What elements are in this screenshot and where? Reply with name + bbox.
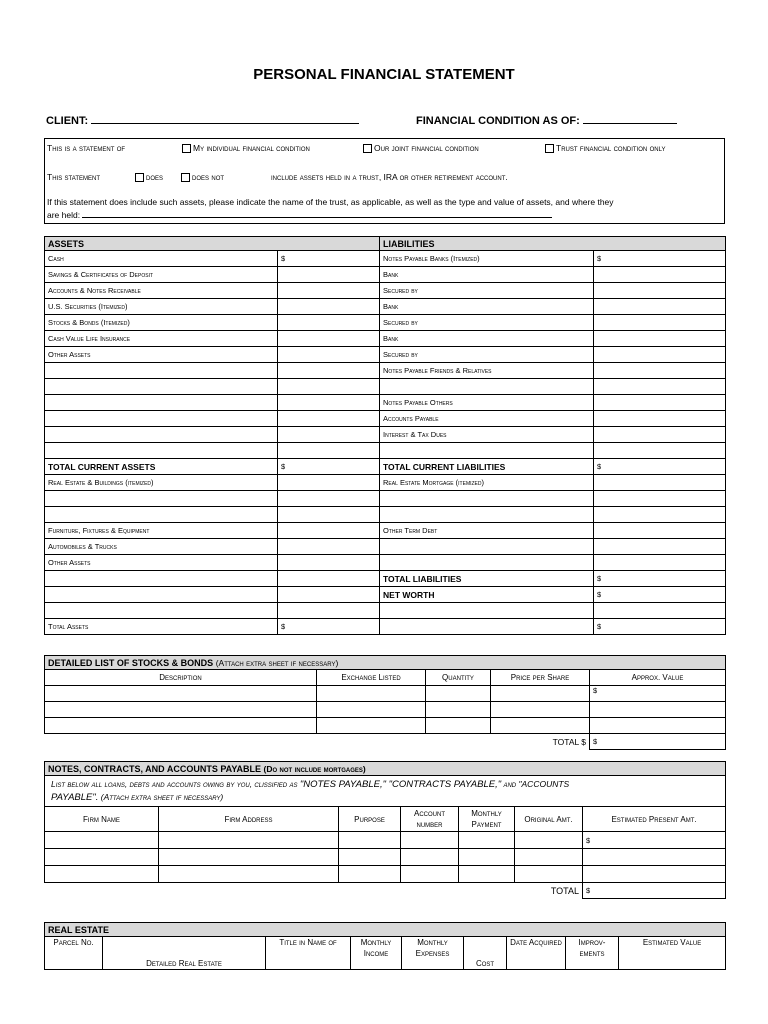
stocks-cell[interactable] bbox=[426, 686, 491, 702]
liability-label: Secured by bbox=[380, 347, 594, 363]
this-statement-label: This statement bbox=[47, 172, 100, 182]
stocks-cell[interactable] bbox=[590, 718, 726, 734]
notes-total-value[interactable]: $ bbox=[583, 883, 726, 899]
liability-label: Bank bbox=[380, 299, 594, 315]
joint-label: Our joint financial condition bbox=[374, 143, 479, 153]
asset-label: Total Assets bbox=[45, 619, 278, 635]
real-estate-column-header: Date Acquired bbox=[507, 937, 566, 970]
liability-amount[interactable] bbox=[594, 539, 726, 555]
stocks-cell[interactable]: $ bbox=[590, 686, 726, 702]
liability-amount[interactable] bbox=[594, 555, 726, 571]
notes-cell[interactable] bbox=[159, 832, 339, 849]
stocks-cell[interactable] bbox=[426, 718, 491, 734]
balance-row bbox=[45, 571, 726, 587]
instructions-part-a: List below all loans, debts and accounts owing by you, clissified as bbox=[51, 779, 300, 789]
asset-amount[interactable] bbox=[278, 523, 380, 539]
stocks-column-header: Price per Share bbox=[491, 670, 590, 686]
notes-cell[interactable] bbox=[459, 849, 515, 866]
intro-section bbox=[44, 138, 725, 224]
stocks-cell[interactable] bbox=[426, 702, 491, 718]
asset-amount[interactable] bbox=[278, 427, 380, 443]
individual-label: My individual financial condition bbox=[193, 143, 310, 153]
liability-amount[interactable]: $ bbox=[594, 619, 726, 635]
stocks-cell[interactable] bbox=[491, 702, 590, 718]
asset-amount[interactable]: $ bbox=[278, 619, 380, 635]
balance-row bbox=[45, 347, 726, 363]
asset-amount[interactable] bbox=[278, 315, 380, 331]
balance-row bbox=[45, 523, 726, 539]
asset-label bbox=[45, 363, 278, 379]
asset-amount[interactable] bbox=[278, 555, 380, 571]
liability-amount[interactable] bbox=[594, 491, 726, 507]
asset-label: Savings & Certificates of Deposit bbox=[45, 267, 278, 283]
option-does-not[interactable] bbox=[181, 172, 224, 182]
stocks-total-row bbox=[45, 734, 726, 750]
asset-label bbox=[45, 587, 278, 603]
balance-row bbox=[45, 299, 726, 315]
instructions-part-c: and "ACCOUNTS bbox=[501, 779, 570, 789]
real-estate-column-header: Estimated Value bbox=[619, 937, 726, 970]
if-includes-text: If this statement does include such assets, please indicate the name of the trust, as applicable, as well as the type and value of assets, and where they bbox=[47, 197, 614, 207]
condition-label: FINANCIAL CONDITION AS OF: bbox=[416, 115, 580, 127]
notes-cell[interactable] bbox=[45, 832, 159, 849]
notes-column-header: Firm Name bbox=[45, 807, 159, 832]
trust-checkbox[interactable] bbox=[545, 144, 554, 153]
stocks-cell[interactable] bbox=[590, 702, 726, 718]
asset-amount[interactable]: $ bbox=[278, 459, 380, 475]
notes-column-header: Purpose bbox=[339, 807, 401, 832]
asset-label bbox=[45, 443, 278, 459]
liability-label: Accounts Payable bbox=[380, 411, 594, 427]
stocks-cell[interactable] bbox=[491, 718, 590, 734]
stocks-column-header: Quantity bbox=[426, 670, 491, 686]
stocks-cell[interactable] bbox=[317, 718, 426, 734]
instructions-part-b: "NOTES PAYABLE," "CONTRACTS PAYABLE," bbox=[299, 779, 502, 790]
liability-amount[interactable] bbox=[594, 363, 726, 379]
real-estate-column-header: Detailed Real Estate bbox=[103, 937, 266, 970]
option-trust[interactable] bbox=[545, 143, 666, 153]
does-not-label: does not bbox=[192, 172, 225, 182]
instructions-part-e: (Attach extra sheet if necessary) bbox=[98, 792, 224, 802]
page-title: PERSONAL FINANCIAL STATEMENT bbox=[253, 66, 515, 83]
notes-cell[interactable] bbox=[515, 832, 583, 849]
balance-row bbox=[45, 555, 726, 571]
asset-label: Stocks & Bonds (Itemized) bbox=[45, 315, 278, 331]
stocks-note: (Attach extra sheet if necessary) bbox=[215, 657, 339, 668]
asset-amount[interactable] bbox=[278, 571, 380, 587]
balance-row bbox=[45, 475, 726, 491]
liability-label: TOTAL CURRENT LIABILITIES bbox=[380, 459, 594, 475]
liability-amount[interactable] bbox=[594, 523, 726, 539]
notes-cell[interactable]: $ bbox=[583, 832, 726, 849]
liability-label bbox=[380, 379, 594, 395]
liability-amount[interactable]: $ bbox=[594, 251, 726, 267]
notes-title: NOTES, CONTRACTS, AND ACCOUNTS PAYABLE bbox=[48, 763, 262, 774]
asset-label bbox=[45, 379, 278, 395]
are-held-label: are held: bbox=[47, 210, 81, 220]
liability-label: Bank bbox=[380, 331, 594, 347]
notes-cell[interactable] bbox=[515, 866, 583, 883]
liability-amount[interactable]: $ bbox=[594, 587, 726, 603]
asset-amount[interactable] bbox=[278, 587, 380, 603]
liability-amount[interactable] bbox=[594, 427, 726, 443]
balance-row bbox=[45, 539, 726, 555]
notes-total-row bbox=[45, 883, 726, 899]
notes-column-header: Original Amt. bbox=[515, 807, 583, 832]
liability-label: NET WORTH bbox=[380, 587, 594, 603]
balance-row bbox=[45, 507, 726, 523]
notes-total-label: TOTAL bbox=[45, 883, 583, 899]
balance-sheet-table bbox=[44, 236, 726, 635]
balance-row bbox=[45, 587, 726, 603]
asset-amount[interactable] bbox=[278, 411, 380, 427]
asset-label: Automobiles & Trucks bbox=[45, 539, 278, 555]
asset-amount[interactable] bbox=[278, 283, 380, 299]
notes-cell[interactable] bbox=[459, 832, 515, 849]
stocks-row bbox=[45, 702, 726, 718]
real-estate-column-header: Cost bbox=[464, 937, 507, 970]
option-does[interactable] bbox=[135, 172, 163, 182]
balance-row bbox=[45, 283, 726, 299]
stocks-cell[interactable] bbox=[45, 686, 317, 702]
stocks-title: DETAILED LIST OF STOCKS & BONDS bbox=[48, 657, 214, 668]
balance-row bbox=[45, 619, 726, 635]
balance-row bbox=[45, 603, 726, 619]
notes-cell[interactable] bbox=[339, 832, 401, 849]
liability-amount[interactable] bbox=[594, 331, 726, 347]
client-field[interactable] bbox=[46, 113, 359, 127]
asset-amount[interactable] bbox=[278, 603, 380, 619]
trust-label: Trust financial condition only bbox=[556, 143, 666, 153]
notes-column-header: Monthly Payment bbox=[459, 807, 515, 832]
liability-label bbox=[380, 443, 594, 459]
asset-label: Cash bbox=[45, 251, 278, 267]
condition-date-line[interactable] bbox=[583, 113, 677, 124]
does-checkbox[interactable] bbox=[135, 173, 144, 182]
liability-label: Bank bbox=[380, 267, 594, 283]
notes-header bbox=[45, 762, 726, 776]
balance-row bbox=[45, 443, 726, 459]
asset-label bbox=[45, 507, 278, 523]
liability-label bbox=[380, 507, 594, 523]
stocks-cell[interactable] bbox=[45, 718, 317, 734]
liability-label bbox=[380, 539, 594, 555]
does-label: does bbox=[146, 172, 164, 182]
liability-label bbox=[380, 619, 594, 635]
notes-instructions-row bbox=[45, 776, 726, 807]
notes-cell[interactable] bbox=[401, 866, 459, 883]
notes-cell[interactable] bbox=[45, 866, 159, 883]
asset-amount[interactable] bbox=[278, 539, 380, 555]
asset-amount[interactable] bbox=[278, 475, 380, 491]
liability-label: Notes Payable Others bbox=[380, 395, 594, 411]
asset-amount[interactable] bbox=[278, 491, 380, 507]
asset-amount[interactable] bbox=[278, 299, 380, 315]
condition-date-field[interactable] bbox=[416, 113, 677, 127]
liabilities-header: LIABILITIES bbox=[380, 237, 726, 251]
stocks-cell[interactable] bbox=[491, 686, 590, 702]
liability-label: Real Estate Mortgage (itemized) bbox=[380, 475, 594, 491]
asset-label: U.S. Securities (Itemized) bbox=[45, 299, 278, 315]
include-assets-text: include assets held in a trust, IRA or other retirement account. bbox=[271, 172, 508, 182]
liability-amount[interactable] bbox=[594, 267, 726, 283]
stocks-column-header: Exchange Listed bbox=[317, 670, 426, 686]
notes-header-row bbox=[45, 762, 726, 776]
asset-label bbox=[45, 491, 278, 507]
liability-amount[interactable] bbox=[594, 475, 726, 491]
notes-cell[interactable] bbox=[401, 832, 459, 849]
real-estate-column-header: Improv- ements bbox=[566, 937, 619, 970]
liability-amount[interactable] bbox=[594, 603, 726, 619]
balance-row bbox=[45, 331, 726, 347]
held-where-row[interactable] bbox=[47, 209, 552, 220]
stocks-cell[interactable] bbox=[317, 686, 426, 702]
notes-cell[interactable] bbox=[159, 849, 339, 866]
real-estate-column-header: Title in Name of bbox=[266, 937, 351, 970]
stocks-columns-row bbox=[45, 670, 726, 686]
balance-row bbox=[45, 251, 726, 267]
real-estate-column-header: Parcel No. bbox=[45, 937, 103, 970]
asset-amount[interactable] bbox=[278, 267, 380, 283]
notes-cell[interactable] bbox=[459, 866, 515, 883]
option-individual[interactable] bbox=[182, 143, 310, 153]
notes-column-header: Estimated Present Amt. bbox=[583, 807, 726, 832]
liability-label bbox=[380, 603, 594, 619]
asset-label bbox=[45, 571, 278, 587]
stocks-column-header: Description bbox=[45, 670, 317, 686]
notes-column-header: Account number bbox=[401, 807, 459, 832]
real-estate-header-row bbox=[45, 923, 726, 937]
statement-of-row bbox=[47, 143, 125, 153]
stocks-row bbox=[45, 686, 726, 702]
liability-amount[interactable] bbox=[594, 299, 726, 315]
liability-label: Interest & Tax Dues bbox=[380, 427, 594, 443]
liability-label bbox=[380, 555, 594, 571]
asset-label: Furniture, Fixtures & Equipment bbox=[45, 523, 278, 539]
assets-header: ASSETS bbox=[45, 237, 380, 251]
joint-checkbox[interactable] bbox=[363, 144, 372, 153]
stocks-header-row bbox=[45, 656, 726, 670]
real-estate-table bbox=[44, 922, 726, 970]
asset-label: TOTAL CURRENT ASSETS bbox=[45, 459, 278, 475]
asset-label: Real Estate & Buildings (itemized) bbox=[45, 475, 278, 491]
liability-amount[interactable] bbox=[594, 315, 726, 331]
liability-amount[interactable] bbox=[594, 283, 726, 299]
notes-cell[interactable] bbox=[583, 849, 726, 866]
stocks-column-header: Approx. Value bbox=[590, 670, 726, 686]
does-not-checkbox[interactable] bbox=[181, 173, 190, 182]
asset-amount[interactable] bbox=[278, 507, 380, 523]
stocks-row bbox=[45, 718, 726, 734]
asset-amount[interactable]: $ bbox=[278, 251, 380, 267]
liability-amount[interactable]: $ bbox=[594, 459, 726, 475]
notes-cell[interactable] bbox=[401, 849, 459, 866]
asset-label: Accounts & Notes Receivable bbox=[45, 283, 278, 299]
asset-label: Other Assets bbox=[45, 555, 278, 571]
stocks-cell[interactable] bbox=[317, 702, 426, 718]
asset-label: Other Assets bbox=[45, 347, 278, 363]
asset-amount[interactable] bbox=[278, 395, 380, 411]
liability-amount[interactable] bbox=[594, 379, 726, 395]
balance-row bbox=[45, 363, 726, 379]
notes-cell[interactable] bbox=[583, 866, 726, 883]
liability-label: TOTAL LIABILITIES bbox=[380, 571, 594, 587]
notes-columns-row bbox=[45, 807, 726, 832]
notes-column-header: Firm Address bbox=[159, 807, 339, 832]
liability-label: Notes Payable Friends & Relatives bbox=[380, 363, 594, 379]
liability-amount[interactable] bbox=[594, 395, 726, 411]
are-held-line[interactable] bbox=[82, 209, 552, 218]
liability-label bbox=[380, 491, 594, 507]
balance-row bbox=[45, 491, 726, 507]
stocks-total-value[interactable]: $ bbox=[590, 734, 726, 750]
asset-amount[interactable] bbox=[278, 363, 380, 379]
asset-amount[interactable] bbox=[278, 443, 380, 459]
balance-row bbox=[45, 427, 726, 443]
asset-amount[interactable] bbox=[278, 379, 380, 395]
liability-amount[interactable] bbox=[594, 411, 726, 427]
real-estate-header: REAL ESTATE bbox=[45, 923, 726, 937]
instructions-part-d: PAYABLE". bbox=[51, 792, 99, 803]
real-estate-columns-row bbox=[45, 937, 726, 970]
liability-label: Notes Payable Banks (Itemized) bbox=[380, 251, 594, 267]
notes-row bbox=[45, 866, 726, 883]
stocks-total-label: TOTAL $ bbox=[45, 734, 590, 750]
liability-amount[interactable] bbox=[594, 443, 726, 459]
notes-table bbox=[44, 761, 726, 899]
notes-instructions bbox=[45, 776, 726, 807]
liability-amount[interactable] bbox=[594, 347, 726, 363]
balance-row bbox=[45, 315, 726, 331]
asset-label: Cash Value Life Insurance bbox=[45, 331, 278, 347]
liability-label: Secured by bbox=[380, 315, 594, 331]
balance-row bbox=[45, 459, 726, 475]
liability-amount[interactable]: $ bbox=[594, 571, 726, 587]
real-estate-column-header: Monthly Expenses bbox=[402, 937, 464, 970]
notes-row bbox=[45, 849, 726, 866]
balance-row bbox=[45, 395, 726, 411]
asset-label bbox=[45, 395, 278, 411]
client-label: CLIENT: bbox=[46, 115, 89, 127]
balance-row bbox=[45, 411, 726, 427]
asset-label bbox=[45, 411, 278, 427]
asset-label bbox=[45, 603, 278, 619]
notes-cell[interactable] bbox=[45, 849, 159, 866]
notes-cell[interactable] bbox=[159, 866, 339, 883]
balance-row bbox=[45, 379, 726, 395]
notes-cell[interactable] bbox=[515, 849, 583, 866]
liability-label: Other Term Debt bbox=[380, 523, 594, 539]
liability-label: Secured by bbox=[380, 283, 594, 299]
liability-amount[interactable] bbox=[594, 507, 726, 523]
notes-cell[interactable] bbox=[339, 849, 401, 866]
stocks-header bbox=[45, 656, 726, 670]
client-line[interactable] bbox=[91, 113, 359, 124]
balance-header-row bbox=[45, 237, 726, 251]
notes-cell[interactable] bbox=[339, 866, 401, 883]
asset-amount[interactable] bbox=[278, 347, 380, 363]
option-joint[interactable] bbox=[363, 143, 479, 153]
notes-row bbox=[45, 832, 726, 849]
stocks-cell[interactable] bbox=[45, 702, 317, 718]
asset-amount[interactable] bbox=[278, 331, 380, 347]
individual-checkbox[interactable] bbox=[182, 144, 191, 153]
asset-label bbox=[45, 427, 278, 443]
notes-note: (Do not include mortgages) bbox=[263, 763, 366, 774]
statement-of-label: This is a statement of bbox=[47, 143, 126, 153]
real-estate-column-header: Monthly Income bbox=[351, 937, 402, 970]
stocks-table bbox=[44, 655, 726, 750]
balance-row bbox=[45, 267, 726, 283]
